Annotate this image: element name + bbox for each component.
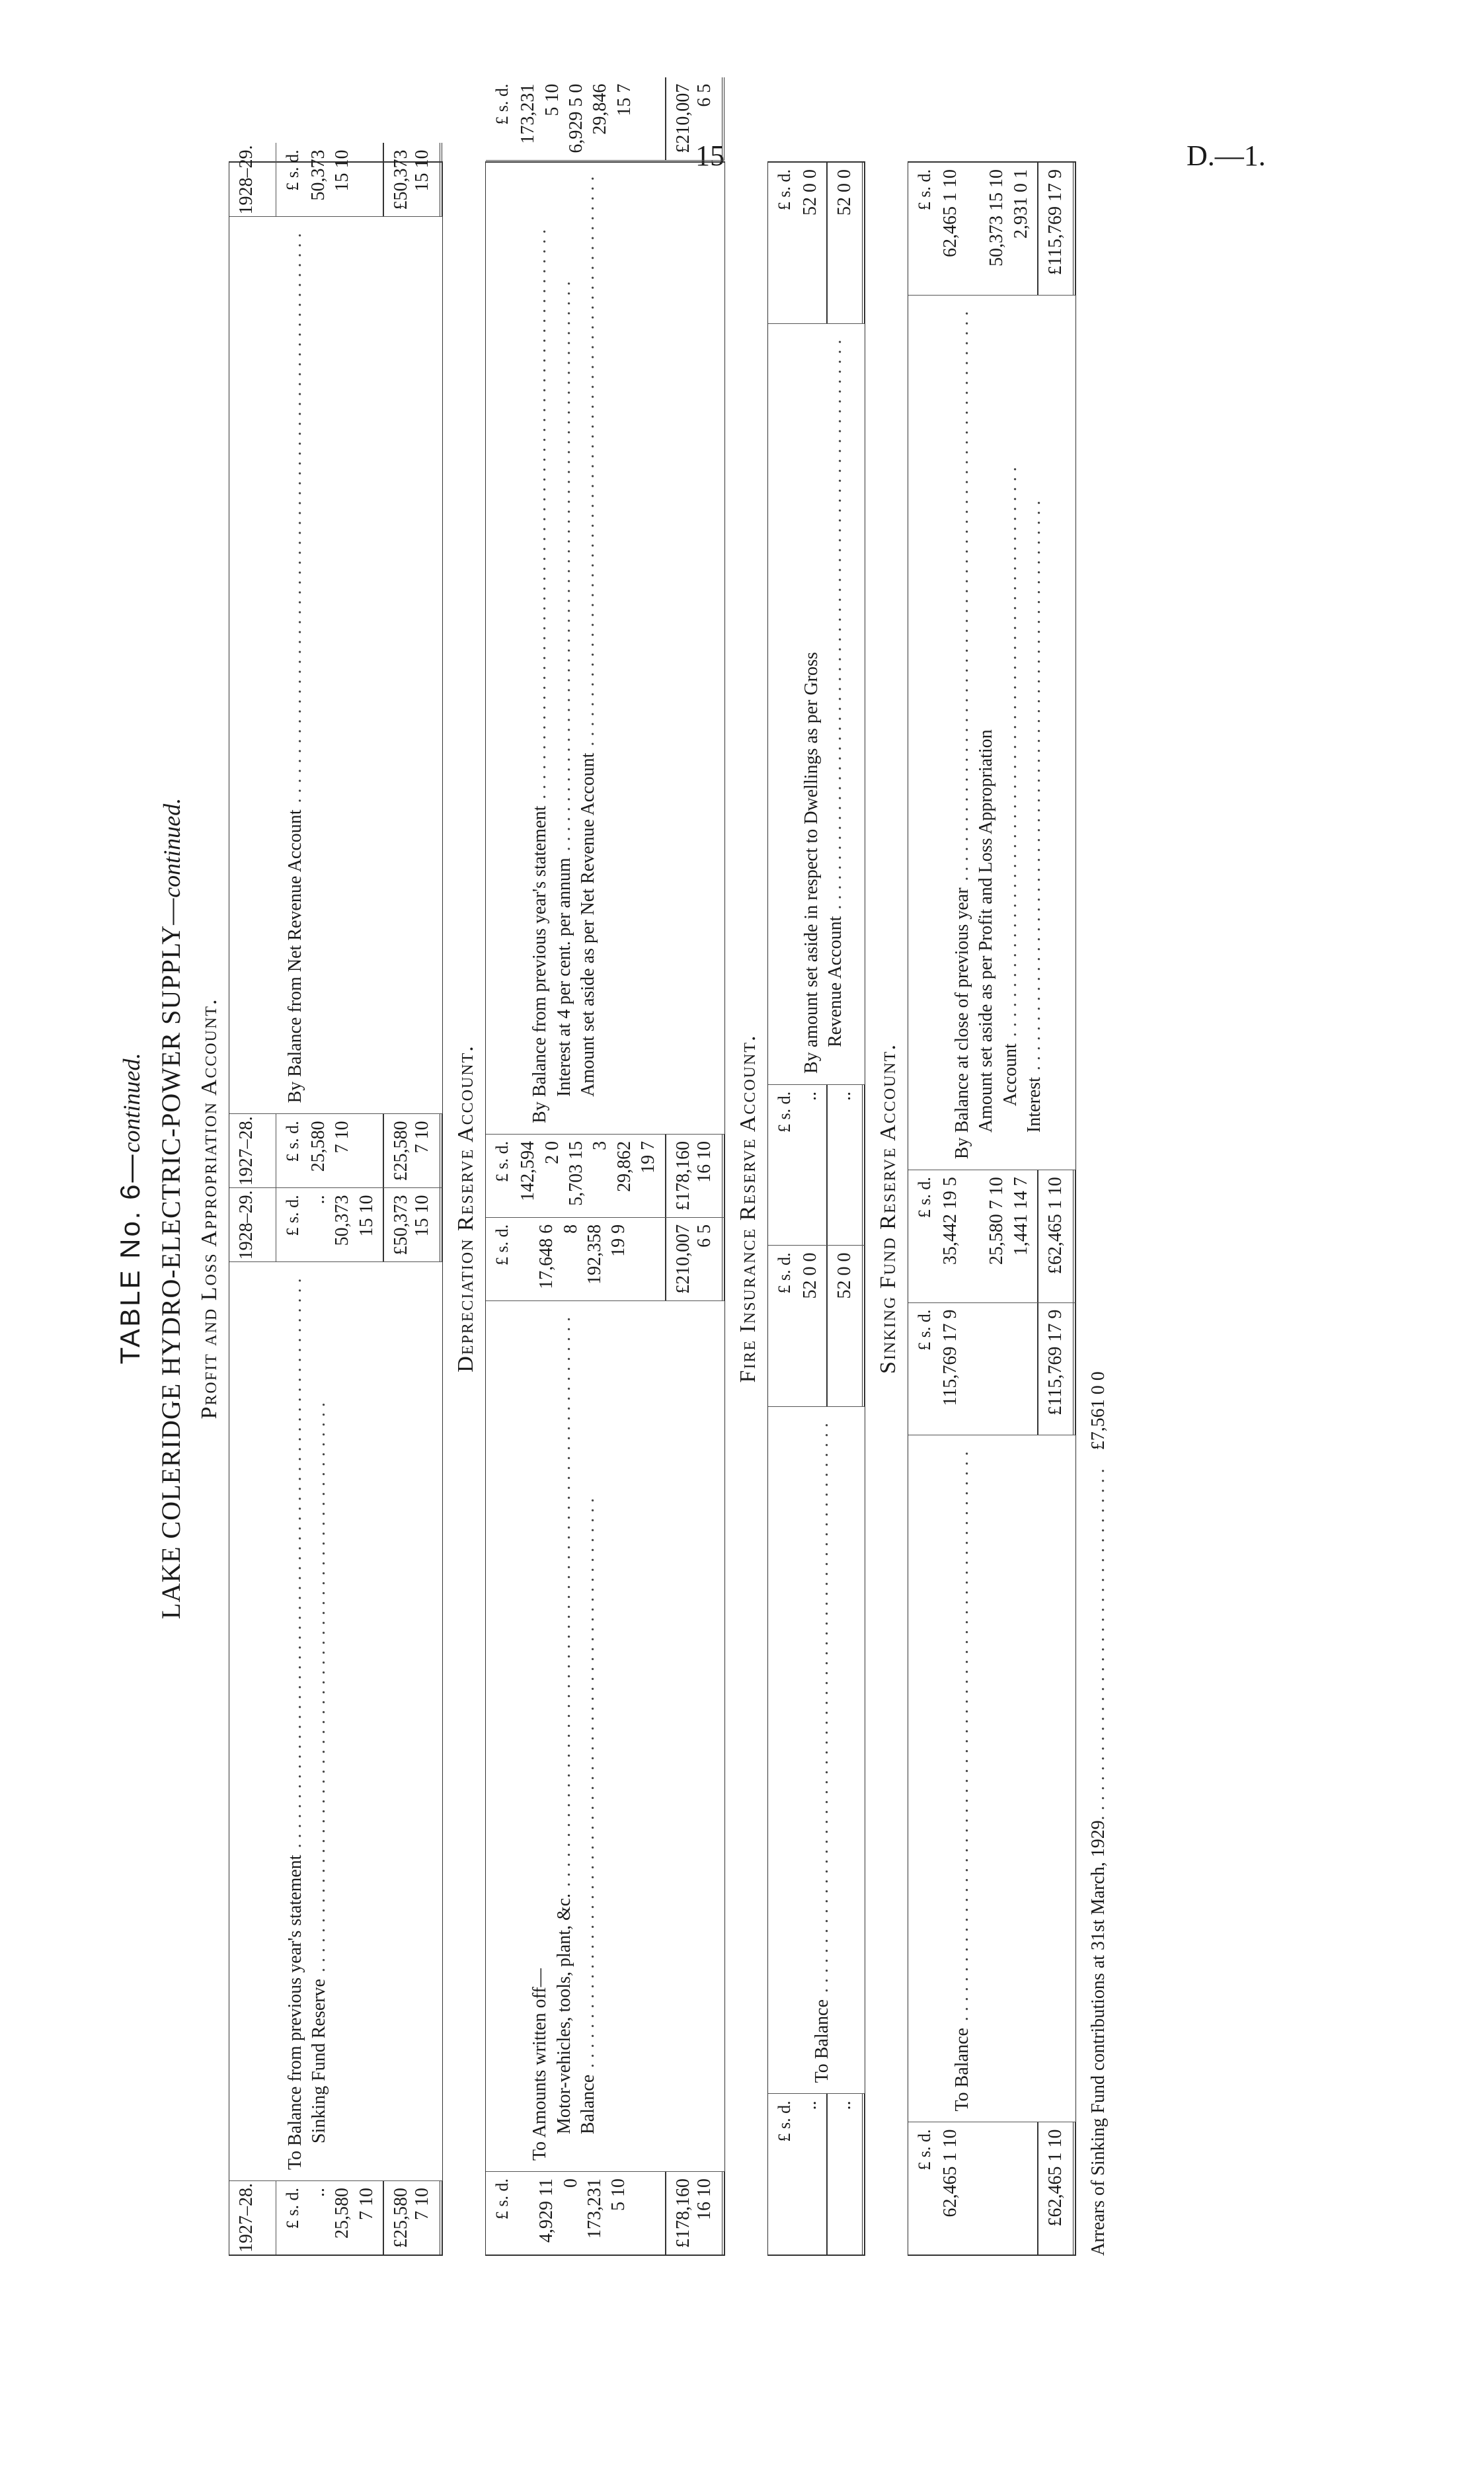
section-title-profit-loss: Profit and Loss Appropriation Account. — [197, 998, 221, 1419]
fire-credit-1928: £ s. d. 52 0 0 52 0 0 — [768, 163, 865, 323]
fire-debit-1928: £ s. d. 52 0 0 52 0 0 — [768, 1245, 865, 1406]
dep-credit-total-1928: £210,007 6 5 — [665, 77, 724, 160]
arrears-value: £7,561 0 0 — [1088, 1371, 1109, 1451]
dep-credit-total-1927: £178,160 16 10 — [665, 1135, 724, 1217]
table-title-suffix: continued. — [118, 1053, 145, 1153]
pl-debit-total-1927: £25,580 7 10 — [383, 2181, 442, 2255]
sf-credit-1927: £ s. d. 35,442 19 5 25,580 7 10 1,441 14 7 £62,465 1 10 — [908, 1170, 1075, 1302]
arrears-footer: Arrears of Sinking Fund contributions at 31st March, 1929 .................................... £7,561 0 0 — [1088, 1371, 1109, 2256]
pl-debit-1928: 1928–29. £ s. d. .. 50,373 15 10 £50,373 15 10 — [229, 1187, 442, 1261]
pl-credit-total-1928: £50,373 15 10 — [383, 143, 442, 216]
table-title: TABLE No. 6— — [114, 1152, 145, 1365]
dep-debit-total-1927: £178,160 16 10 — [665, 2172, 724, 2255]
sf-credit-total-1928: £115,769 17 9 — [1037, 163, 1075, 295]
sf-credit-text: By Balance at close of previous year .......................................................... Amount set aside as per Profit and Loss Appropriation Account .......................................................... Interest .......................................................... — [908, 295, 1075, 1170]
sf-credit-total-1927: £62,465 1 10 — [1037, 1170, 1075, 1302]
sf-debit-text: To Balance .......................................................... — [908, 1435, 1075, 2122]
rotated-table — [110, 83, 1294, 2280]
fire-debit-total-1928: 52 0 0 — [826, 1246, 865, 1406]
dep-credit-1928: £ s. d. 173,231 5 10 6,929 5 0 29,846 15 7 £210,007 6 5 — [486, 77, 724, 160]
dep-credit-1927: £ s. d. 142,594 2 0 5,703 15 3 29,862 19 7 £178,160 16 10 — [486, 1134, 724, 1217]
sf-debit-1928: £ s. d. 115,769 17 9 £115,769 17 9 — [908, 1302, 1075, 1435]
depreciation-account — [485, 83, 724, 2256]
pl-credit-1928: 1928–29. £ s. d. 50,373 15 10 £50,373 15 10 — [229, 143, 442, 216]
dep-debit-text: To Amounts written off— Motor-vehicles, tools, plant, &c. .......................................................... Balance .......................................................... — [486, 1300, 724, 2171]
table-subtitle: LAKE COLERIDGE HYDRO-ELECTRIC-POWER SUPPLY— — [156, 897, 186, 1620]
page-number: 15 — [695, 140, 724, 172]
document-reference: D.—1. — [1187, 140, 1266, 172]
fire-credit-total-1927: .. — [826, 1085, 865, 1246]
pl-debit-1927: 1927–28. £ s. d. .. 25,580 7 10 £25,580 7 10 — [229, 2180, 442, 2255]
fire-debit-total-1927: .. — [826, 2094, 865, 2255]
sf-credit-1928: £ s. d. 62,465 1 10 50,373 15 10 2,931 0 1 £115,769 17 9 — [908, 163, 1075, 295]
sf-debit-1927: £ s. d. 62,465 1 10 £62,465 1 10 — [908, 2122, 1075, 2255]
section-title-sinking-fund: Sinking Fund Reserve Account. — [875, 1043, 900, 1374]
dep-debit-1928: £ s. d. 17,648 6 8 192,358 19 9 £210,007 6 5 — [486, 1217, 724, 1300]
pl-credit-1927: 1927–28. £ s. d. 25,580 7 10 £25,580 7 10 — [229, 1113, 442, 1187]
sf-debit-total-1927: £62,465 1 10 — [1037, 2122, 1075, 2255]
dep-credit-text: By Balance from previous year's statement .......................................................... Interest at 4 per cent. per annum .......................................................... Amount set aside as per Net Revenue Account .......................................................... — [486, 160, 724, 1134]
dep-debit-total-1928: £210,007 6 5 — [665, 1218, 724, 1300]
section-title-fire-insurance: Fire Insurance Reserve Account. — [735, 1034, 760, 1383]
pl-credit-text: By Balance from Net Revenue Account .......................................................... — [229, 216, 442, 1113]
fire-credit-text: By amount set aside in respect to Dwellings as per Gross Revenue Account .......................................................... — [768, 323, 865, 1084]
fire-credit-1927: £ s. d. .. .. — [768, 1084, 865, 1246]
pl-debit-total-1928: £50,373 15 10 — [383, 1188, 442, 1261]
arrears-label: Arrears of Sinking Fund contributions at 31st March, 1929 — [1088, 1820, 1109, 2256]
fire-insurance-account — [767, 161, 865, 2256]
dep-debit-1927: £ s. d. 4,929 11 0 173,231 5 10 £178,160 16 10 — [486, 2171, 724, 2255]
sinking-fund-account — [908, 161, 1076, 2256]
fire-credit-total-1928: 52 0 0 — [826, 163, 865, 323]
pl-credit-total-1927: £25,580 7 10 — [383, 1114, 442, 1187]
section-title-depreciation: Depreciation Reserve Account. — [453, 1045, 479, 1373]
table-header — [114, 138, 186, 2280]
fire-debit-text: To Balance .......................................................... — [768, 1406, 865, 2093]
sf-debit-total-1928: £115,769 17 9 — [1037, 1303, 1075, 1435]
profit-loss-account — [229, 145, 443, 2256]
pl-debit-text: To Balance from previous year's statement .......................................................... Sinking Fund Reserve .......................................................... — [229, 1261, 442, 2180]
fire-debit-1927: £ s. d. .. .. — [768, 2093, 865, 2255]
table-subtitle-suffix: continued. — [159, 797, 185, 898]
